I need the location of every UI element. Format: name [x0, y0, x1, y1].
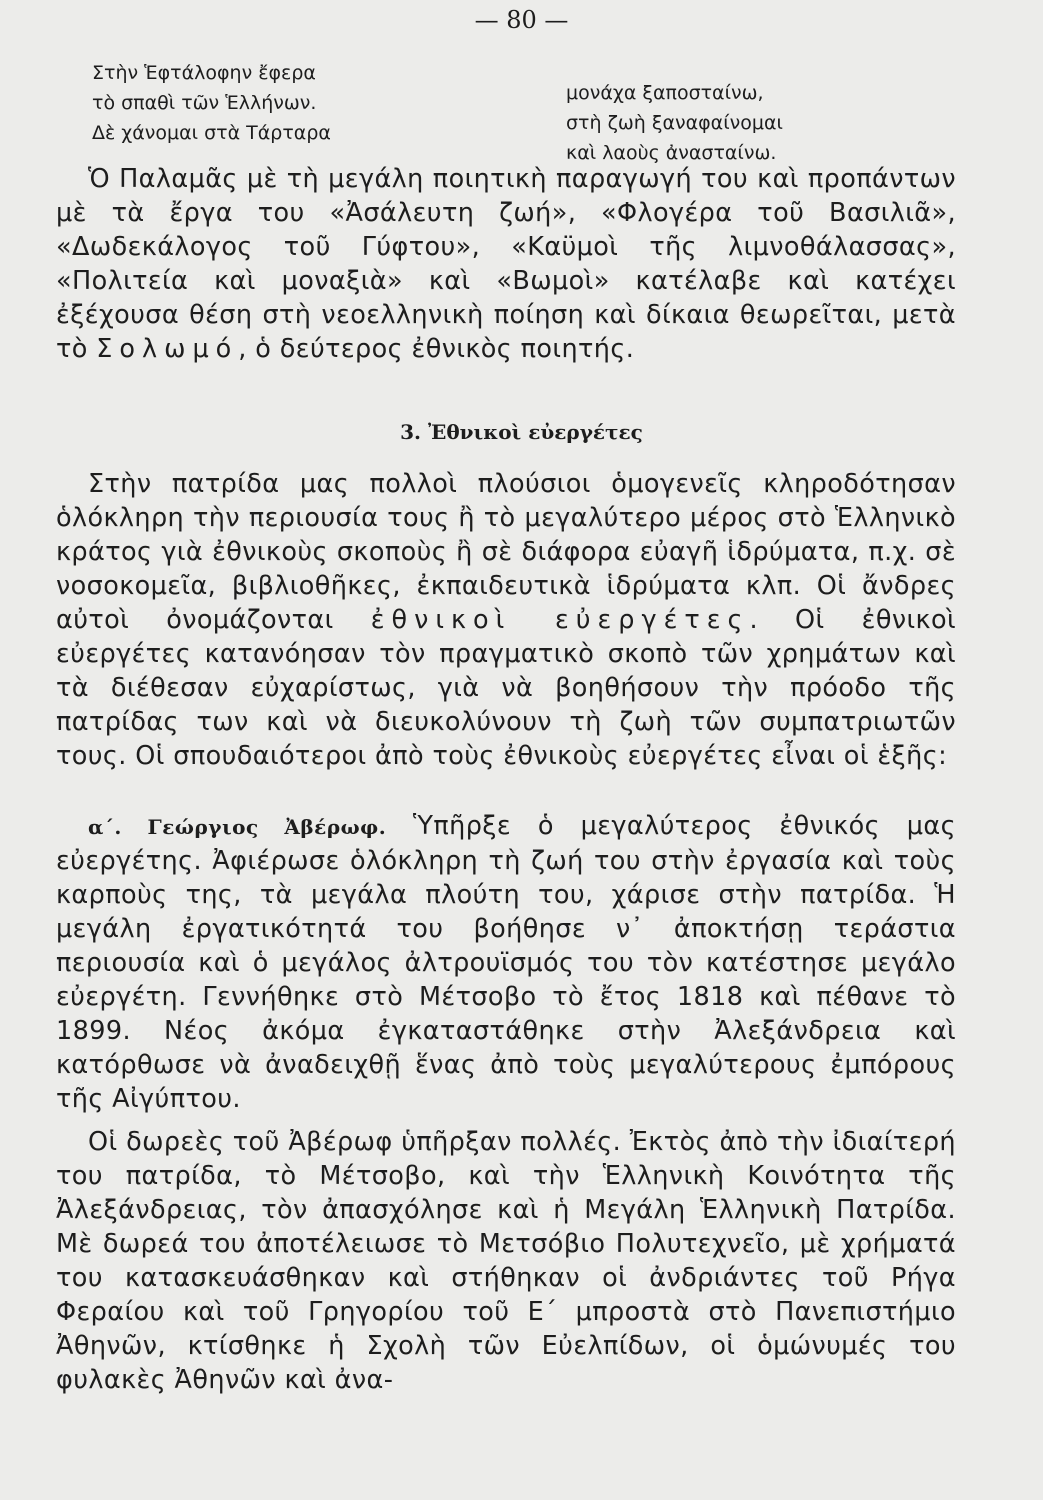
- section-heading: 3. Ἐθνικοὶ εὐεργέτες: [400, 420, 643, 444]
- paragraph-palamas: [56, 162, 956, 366]
- paragraph-benefactors-intro: [56, 467, 956, 773]
- poem-line: στὴ ζωὴ ξαναφαίνομαι: [566, 112, 783, 134]
- poem-line: καὶ λαοὺς ἀνασταίνω.: [566, 142, 777, 164]
- paragraph-text: Ὑπῆρξε ὁ μεγαλύτερος ἐθνικός μας εὐεργέτης. Ἀφιέρωσε ὁλόκληρη τὴ ζωή του στὴν ἐργασία καὶ τοὺς καρποὺς της, τὰ μεγάλα πλούτη του, χάρισε στὴν πατρίδα. Ἡ μεγάλη ἐργατικότητά του βοήθησε ν᾽ ἀποκτήσῃ τεράστια περιουσία καὶ ὁ μεγάλος ἀλτρουϊσμός του τὸν κατέστησε μεγάλο εὐεργέτη. Γεννήθηκε στὸ Μέτσοβο τὸ ἔτος 1818 καὶ πέθανε τὸ 1899. Νέος ἀκόμα ἐγκαταστάθηκε στὴν Ἀλεξάνδρεια καὶ κατόρθωσε νὰ ἀναδειχθῇ ἕνας ἀπὸ τοὺς μεγαλύτερους ἐμπόρους τῆς Αἰγύπτου.: [56, 811, 956, 1114]
- page-number: — 80 —: [474, 6, 569, 34]
- poem-line: Στὴν Ἑφτάλοφην ἔφερα: [92, 62, 316, 84]
- paragraph-text: Στὴν πατρίδα μας πολλοὶ πλούσιοι ὁμογενεῖς κληροδότησαν ὁλόκληρη τὴν περιουσία τους ἢ τὸ μεγαλύτερο μέρος στὸ Ἑλληνικὸ κράτος γιὰ ἐθνικοὺς σκοποὺς ἢ σὲ διάφορα εὐαγῆ ἱδρύματα, π.χ. σὲ νοσοκομεῖα, βιβλιοθῆκες, ἐκπαιδευτικὰ ἱδρύματα κλπ. Οἱ ἄνδρες αὐτοὶ ὀνομάζονται: [56, 469, 956, 635]
- run-in-heading: α΄. Γεώργιος Ἀβέρωφ.: [88, 815, 387, 839]
- paragraph-text: Ὁ Παλαμᾶς μὲ τὴ μεγάλη ποιητικὴ παραγωγή του καὶ προπάντων μὲ τὰ ἔργα του «Ἀσάλευτη ζωή», «Φλογέρα τοῦ Βασιλιᾶ», «Δωδεκάλογος τοῦ Γύφτου», «Καϋμοὶ τῆς λιμνοθάλασσας», «Πολιτεία καὶ μοναξιὰ» καὶ «Βωμοὶ» κατέλαβε καὶ κατέχει ἐξέχουσα θέση στὴ νεοελληνικὴ ποίηση καὶ δίκαια θεωρεῖται, μετὰ τὸ: [56, 164, 956, 364]
- spaced-term: ἐθνικοὶ εὐεργέτες: [370, 605, 750, 635]
- poem-line: μονάχα ξαποσταίνω,: [566, 82, 764, 104]
- poem-column-left: [92, 58, 512, 148]
- spaced-name: Σολωμό: [96, 334, 239, 364]
- poem-line: Δὲ χάνομαι στὰ Τάρταρα: [92, 122, 331, 144]
- paragraph-text-end: . Οἱ ἐθνικοὶ εὐεργέτες κατανόησαν τὸν πραγματικὸ σκοπὸ τῶν χρημάτων καὶ τὰ διέθεσαν εὐχαρίστως, γιὰ νὰ βοηθήσουν τὴν πρόοδο τῆς πατρίδας των καὶ νὰ διευκολύνουν τὴ ζωὴ τῶν συμπατριωτῶν τους. Οἱ σπουδαιότεροι ἀπὸ τοὺς ἐθνικοὺς εὐεργέτες εἶναι οἱ ἑξῆς:: [56, 605, 956, 771]
- poem-column-right: [566, 78, 986, 168]
- poem-line: τὸ σπαθὶ τῶν Ἑλλήνων.: [92, 92, 317, 114]
- paragraph-averof: [56, 809, 956, 1116]
- paragraph-averof-donations: Οἱ δωρεὲς τοῦ Ἀβέρωφ ὑπῆρξαν πολλές. Ἐκτὸς ἀπὸ τὴν ἰδιαίτερή του πατρίδα, τὸ Μέτσοβο, καὶ τὴν Ἑλληνικὴ Κοινότητα τῆς Ἀλεξάνδρειας, τὸν ἀπασχόλησε καὶ ἡ Μεγάλη Ἑλληνικὴ Πατρίδα. Μὲ δωρεά του ἀποτέλειωσε τὸ Μετσόβιο Πολυτεχνεῖο, μὲ χρήματά του κατασκευάσθηκαν καὶ στήθηκαν οἱ ἀνδριάντες τοῦ Ρήγα Φεραίου καὶ τοῦ Γρηγορίου τοῦ Ε΄ μπροστὰ στὸ Πανεπιστήμιο Ἀθηνῶν, κτίσθηκε ἡ Σχολὴ τῶν Εὐελπίδων, οἱ ὁμώνυμές του φυλακὲς Ἀθηνῶν καὶ ἀνα-: [56, 1127, 956, 1395]
- paragraph-text-end: , ὁ δεύτερος ἐθνικὸς ποιητής.: [238, 334, 635, 364]
